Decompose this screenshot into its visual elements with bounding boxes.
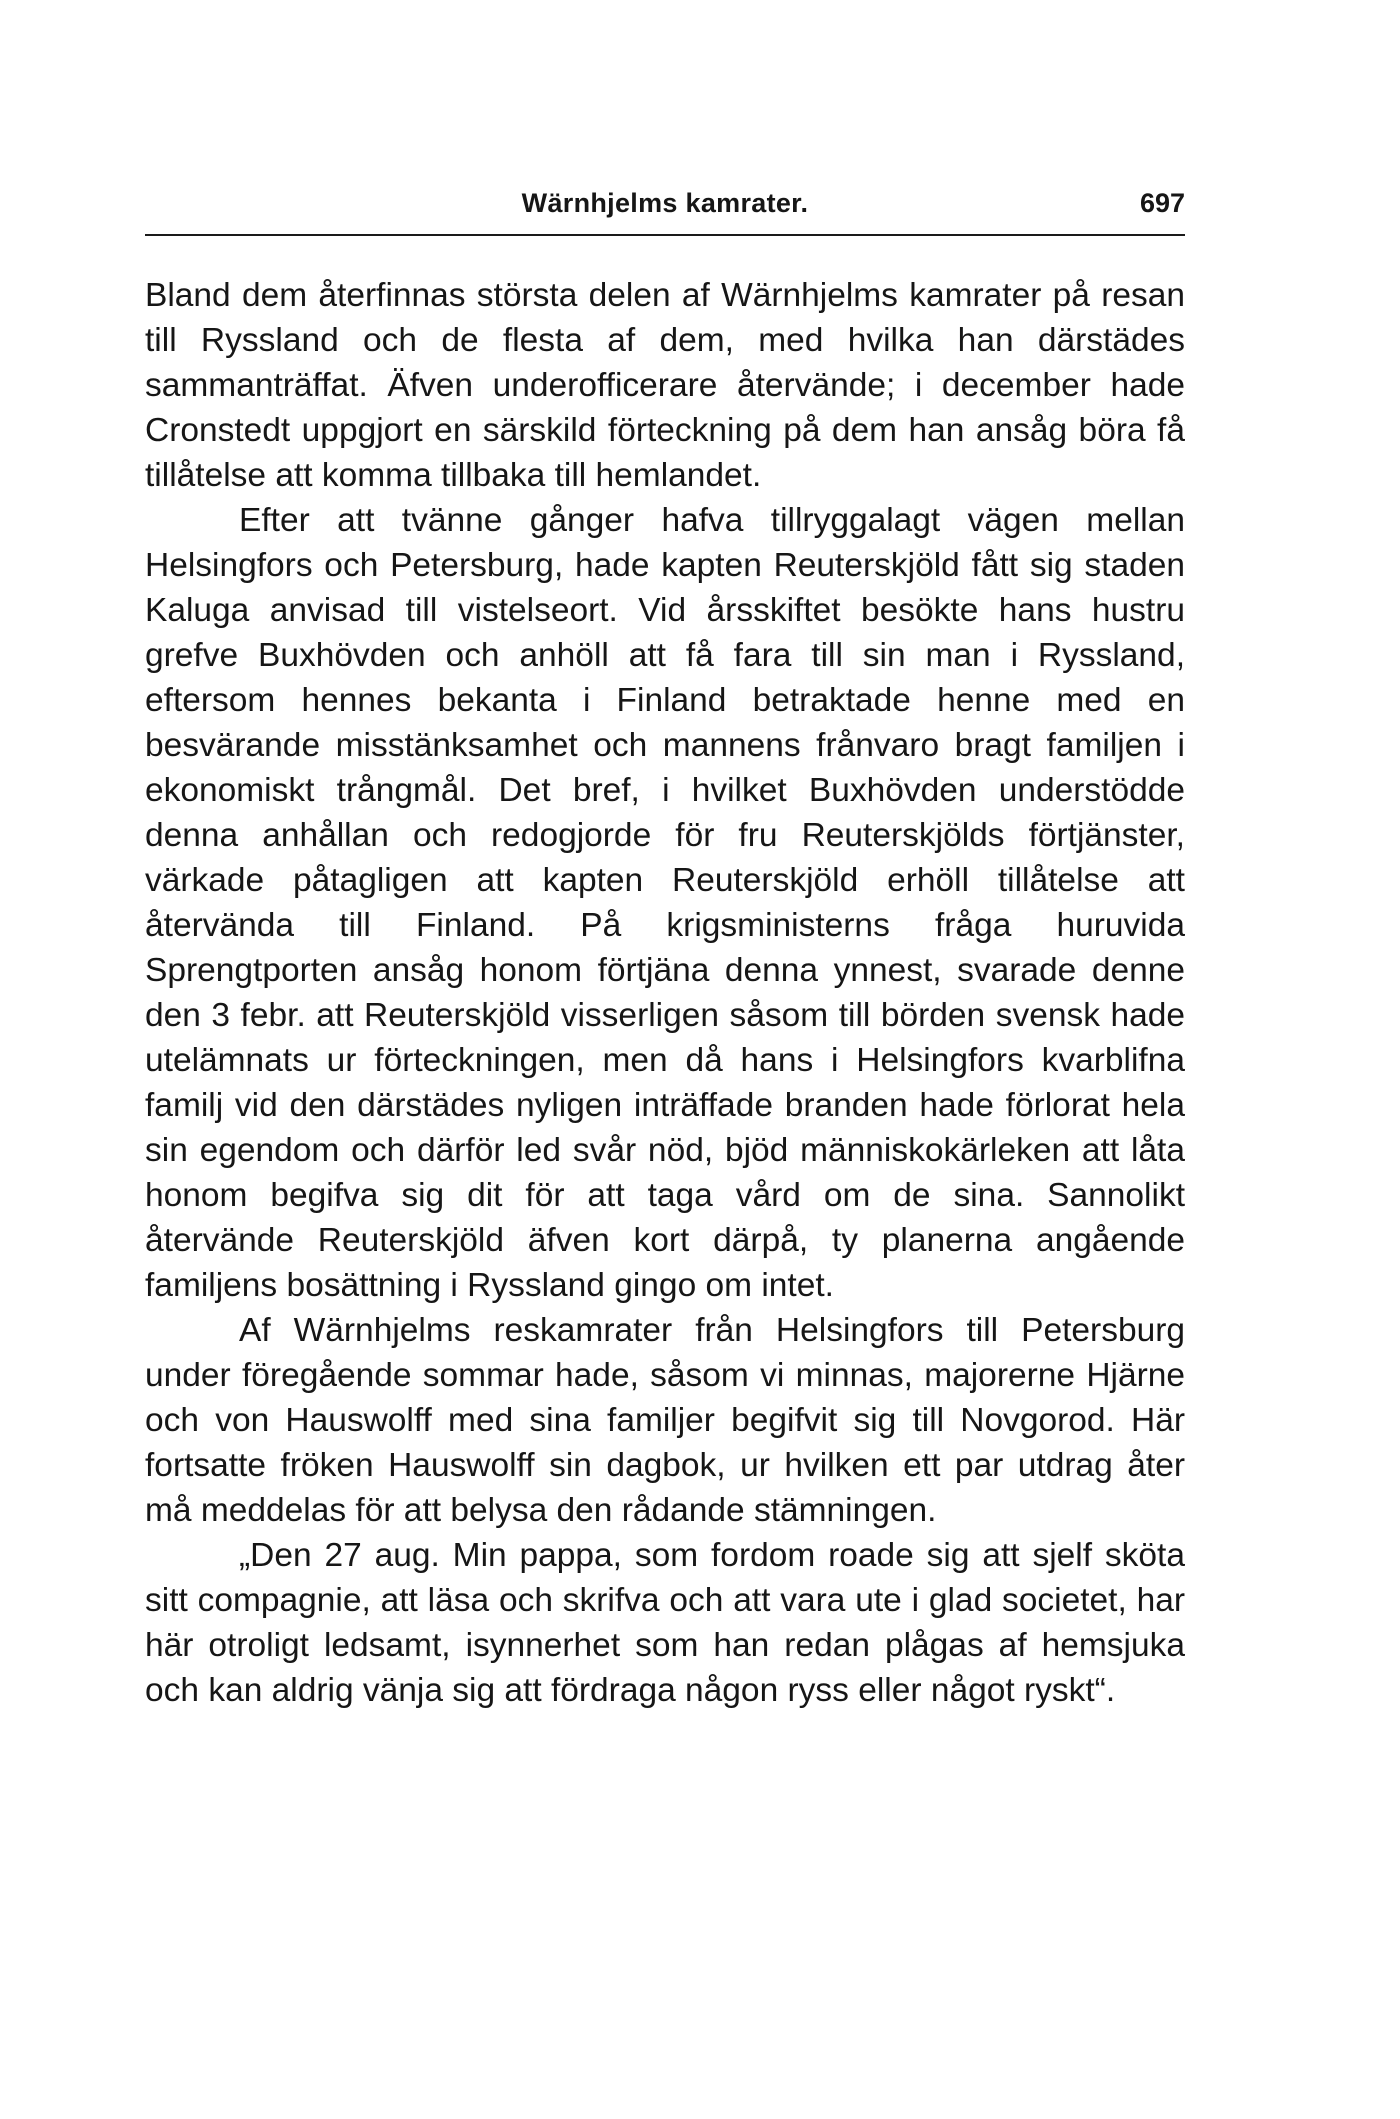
paragraph: Af Wärnhjelms reskamrater från Helsingfors till Petersburg under föregående sommar hade, såsom vi minnas, majorerne Hjärne och von Hauswolff med sina familjer begifvit sig till Novgorod. Här fortsatte fröken Hauswolff sin dagbok, ur hvilken ett par utdrag åter må meddelas för att belysa den rådande stämningen. bbox=[145, 1312, 1185, 1529]
paragraph: „Den 27 aug. Min pappa, som fordom roade sig att sjelf sköta sitt compagnie, att läsa och skrifva och att vara ute i glad societet, har här otroligt ledsamt, isynnerhet som han redan plågas af hemsjuka och kan aldrig vänja sig att fördraga någon ryss eller något ryskt“. bbox=[145, 1537, 1185, 1709]
book-page bbox=[145, 188, 1185, 1713]
paragraph: Bland dem återfinnas största delen af Wärnhjelms kamrater på resan till Ryssland och de flesta af dem, med hvilka han därstädes sammanträffat. Äfven underofficerare återvände; i december hade Cronstedt uppgjort en särskild förteckning på dem han ansåg böra få tillåtelse att komma tillbaka till hemlandet. bbox=[145, 277, 1185, 494]
running-header bbox=[145, 188, 1185, 234]
page-number: 697 bbox=[1139, 188, 1185, 218]
paragraph: Efter att tvänne gånger hafva tillryggalagt vägen mellan Helsingfors och Petersburg, hade kapten Reuterskjöld fått sig staden Kaluga anvisad till vistelseort. Vid årsskiftet besökte hans hustru grefve Buxhövden och anhöll att få fara till sin man i Ryssland, eftersom hennes bekanta i Finland betraktade henne med en besvärande misstänksamhet och mannens frånvaro bragt familjen i ekonomiskt trångmål. Det bref, i hvilket Buxhövden understödde denna anhållan och redogjorde för fru Reuterskjölds förtjänster, värkade påtagligen att kapten Reuterskjöld erhöll tillåtelse att återvända till Finland. På krigsministerns fråga huruvida Sprengtporten ansåg honom förtjäna denna ynnest, svarade denne den 3 febr. att Reuterskjöld visserligen såsom till börden svensk hade utelämnats ur förteckningen, men då hans i Helsingfors kvarblifna familj vid den därstädes nyligen inträffade branden hade förlorat hela sin egendom och därför led svår nöd, bjöd människokärleken att låta honom begifva sig dit för att taga vård om de sina. Sannolikt återvände Reuterskjöld äfven kort därpå, ty planerna angående familjens bosättning i Ryssland gingo om intet. bbox=[145, 502, 1185, 1304]
body-text bbox=[145, 273, 1185, 1713]
running-title: Wärnhjelms kamrater. bbox=[521, 188, 809, 218]
header-rule bbox=[145, 234, 1185, 236]
